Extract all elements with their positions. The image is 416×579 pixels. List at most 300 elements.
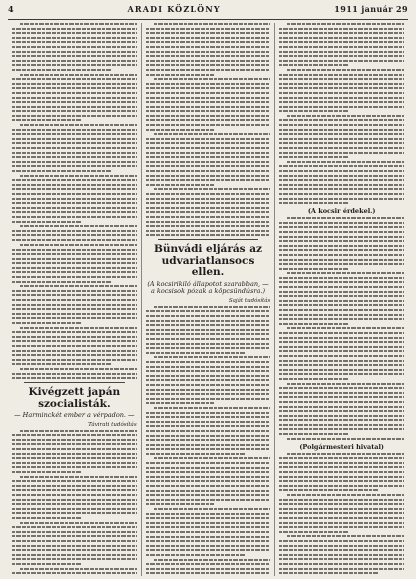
- text-line: [279, 124, 404, 126]
- text-line: [279, 28, 404, 30]
- text-line: [12, 202, 137, 204]
- text-line: [146, 156, 271, 158]
- text-line: [279, 485, 404, 487]
- text-line: [279, 165, 404, 167]
- text-line: [146, 536, 271, 538]
- text-line: [279, 457, 404, 459]
- text-line: [146, 198, 271, 200]
- text-line: [279, 337, 404, 339]
- page-number: 4: [8, 4, 14, 14]
- text-line: [279, 78, 404, 80]
- text-line: [279, 531, 348, 533]
- text-line: [146, 522, 271, 524]
- text-line: [146, 531, 271, 533]
- text-line: [12, 188, 137, 190]
- text-line: [279, 249, 404, 251]
- column-1-body-middle: [12, 244, 137, 379]
- text-line: [279, 147, 404, 149]
- text-line: [146, 97, 271, 99]
- text-line: [279, 545, 404, 547]
- text-line: [146, 193, 271, 195]
- text-line: [20, 568, 137, 570]
- text-line: [146, 184, 215, 186]
- column-3-body-bottom: [279, 453, 404, 576]
- column-3: [275, 23, 408, 576]
- text-line: [287, 69, 404, 71]
- text-line: [154, 306, 271, 308]
- text-line: [146, 490, 271, 492]
- text-line: [146, 55, 271, 57]
- text-line: [12, 230, 137, 232]
- text-line: [12, 345, 137, 347]
- text-line: [12, 110, 137, 112]
- text-line: [20, 244, 137, 246]
- column-3-body-middle: [279, 217, 404, 440]
- text-line: [12, 480, 137, 482]
- text-line: [12, 443, 137, 445]
- text-line: [279, 526, 404, 528]
- text-line: [279, 480, 404, 482]
- text-line: [12, 377, 137, 379]
- text-line: [279, 259, 404, 261]
- text-line: [12, 216, 137, 218]
- text-line: [146, 324, 271, 326]
- text-line: [279, 387, 404, 389]
- text-line: [20, 285, 137, 287]
- text-line: [12, 304, 137, 306]
- text-line: [279, 184, 404, 186]
- text-line: [12, 313, 137, 315]
- text-line: [20, 23, 137, 25]
- text-line: [146, 119, 271, 121]
- text-line: [146, 92, 271, 94]
- article-source-japan: Távirati tudósítás: [88, 421, 137, 428]
- text-line: [12, 60, 137, 62]
- text-line: [154, 188, 271, 190]
- text-line: [279, 332, 404, 334]
- masthead: ARADI KÖZLÖNY: [127, 4, 221, 14]
- text-line: [287, 161, 404, 163]
- text-line: [154, 559, 271, 561]
- text-line: [12, 294, 137, 296]
- text-line: [279, 64, 348, 66]
- text-line: [279, 240, 404, 242]
- text-line: [154, 457, 271, 459]
- text-line: [12, 115, 137, 117]
- text-line: [12, 97, 137, 99]
- text-line: [146, 485, 271, 487]
- text-line: [146, 526, 271, 528]
- text-line: [146, 430, 271, 432]
- text-line: [279, 466, 404, 468]
- text-line: [154, 356, 271, 358]
- text-line: [146, 393, 271, 395]
- text-line: [12, 55, 137, 57]
- text-line: [279, 97, 404, 99]
- column-2-body-top: [146, 23, 271, 236]
- text-line: [279, 202, 348, 204]
- text-line: [146, 170, 271, 172]
- text-line: [146, 439, 271, 441]
- text-line: [279, 309, 404, 311]
- text-line: [20, 74, 137, 76]
- text-line: [12, 198, 137, 200]
- text-line: [146, 480, 271, 482]
- text-line: [12, 28, 137, 30]
- text-line: [279, 170, 404, 172]
- text-line: [146, 416, 271, 418]
- text-line: [154, 508, 271, 510]
- text-line: [12, 558, 137, 560]
- text-line: [146, 41, 271, 43]
- text-line: [12, 267, 137, 269]
- text-line: [12, 106, 137, 108]
- column-3-body-top: [279, 23, 404, 204]
- text-line: [12, 572, 137, 574]
- article-subtitle-court: (A kocsirikiló állapotot szarabban, — a kocsisok pózak a köpcsündúsra.): [147, 279, 269, 296]
- text-line: [12, 466, 137, 468]
- text-line: [146, 142, 271, 144]
- text-line: [146, 64, 271, 66]
- text-line: [287, 217, 404, 219]
- text-line: [12, 147, 137, 149]
- text-line: [279, 392, 404, 394]
- text-line: [12, 46, 137, 48]
- text-line: [12, 308, 137, 310]
- text-line: [154, 407, 271, 409]
- text-line: [12, 221, 81, 223]
- text-line: [12, 271, 137, 273]
- text-line: [279, 277, 404, 279]
- text-line: [12, 37, 137, 39]
- text-line: [146, 230, 271, 232]
- text-line: [279, 133, 404, 135]
- text-line: [279, 476, 404, 478]
- text-line: [12, 262, 137, 264]
- text-line: [12, 331, 137, 333]
- text-line: [146, 329, 271, 331]
- text-line: [12, 64, 137, 66]
- section-divider: [24, 382, 125, 383]
- text-line: [279, 60, 404, 62]
- text-line: [279, 433, 348, 435]
- text-line: [12, 540, 137, 542]
- text-line: [12, 350, 137, 352]
- text-line: [12, 193, 137, 195]
- text-line: [146, 161, 271, 163]
- text-line: [279, 558, 404, 560]
- text-line: [146, 60, 271, 62]
- text-line: [287, 453, 404, 455]
- text-line: [20, 327, 137, 329]
- text-line: [279, 254, 404, 256]
- text-line: [279, 512, 404, 514]
- text-line: [12, 87, 137, 89]
- text-line: [12, 457, 137, 459]
- text-line: [146, 87, 271, 89]
- text-line: [146, 366, 271, 368]
- text-line: [12, 41, 137, 43]
- text-line: [12, 129, 137, 131]
- text-line: [279, 540, 404, 542]
- text-line: [12, 448, 137, 450]
- text-line: [146, 462, 271, 464]
- text-line: [12, 554, 137, 556]
- text-line: [279, 318, 404, 320]
- text-line: [279, 401, 404, 403]
- text-line: [279, 175, 404, 177]
- text-line: [12, 531, 137, 533]
- text-line: [12, 485, 137, 487]
- text-line: [279, 554, 404, 556]
- text-line: [146, 211, 271, 213]
- text-line: [146, 110, 271, 112]
- text-line: [279, 152, 404, 154]
- text-line: [287, 272, 404, 274]
- text-line: [279, 87, 404, 89]
- text-line: [146, 421, 271, 423]
- text-line: [146, 554, 246, 556]
- text-line: [279, 489, 379, 491]
- text-line: [146, 101, 271, 103]
- text-line: [20, 522, 137, 524]
- column-2: [142, 23, 276, 576]
- text-line: [146, 347, 271, 349]
- text-line: [146, 338, 271, 340]
- text-line: [279, 415, 404, 417]
- text-line: [12, 234, 137, 236]
- text-line: [279, 304, 404, 306]
- text-line: [146, 333, 271, 335]
- text-line: [12, 184, 137, 186]
- text-line: [12, 276, 137, 278]
- text-line: [146, 361, 271, 363]
- text-line: [279, 314, 404, 316]
- text-line: [279, 549, 404, 551]
- text-line: [279, 522, 404, 524]
- text-line: [12, 517, 81, 519]
- text-line: [279, 424, 404, 426]
- text-line: [279, 37, 404, 39]
- text-line: [154, 133, 271, 135]
- text-line: [279, 92, 404, 94]
- section-divider: [158, 239, 259, 240]
- text-line: [12, 508, 137, 510]
- text-line: [279, 231, 404, 233]
- text-line: [12, 317, 137, 319]
- text-line: [146, 379, 271, 381]
- text-line: [279, 323, 348, 325]
- text-line: [279, 373, 404, 375]
- text-line: [146, 129, 215, 131]
- text-line: [146, 467, 271, 469]
- text-line: [146, 568, 271, 570]
- text-line: [12, 512, 137, 514]
- text-line: [146, 343, 271, 345]
- text-line: [12, 535, 137, 537]
- text-line: [12, 336, 137, 338]
- text-line: [146, 384, 271, 386]
- text-line: [12, 156, 137, 158]
- text-columns: [8, 23, 408, 576]
- article-source-court: Saját tudósítás: [228, 297, 271, 304]
- text-line: [279, 499, 404, 501]
- text-line: [146, 389, 271, 391]
- text-line: [146, 471, 271, 473]
- text-line: [12, 179, 137, 181]
- text-line: [154, 78, 271, 80]
- text-line: [146, 28, 271, 30]
- text-line: [12, 471, 81, 473]
- text-line: [146, 398, 271, 400]
- text-line: [146, 106, 271, 108]
- text-line: [146, 375, 271, 377]
- text-line: [279, 291, 404, 293]
- text-line: [12, 119, 81, 121]
- text-line: [279, 517, 404, 519]
- text-line: [279, 341, 404, 343]
- article-subtitle-japan: — Harminckét ember a vérpadon. —: [14, 411, 135, 420]
- text-line: [279, 350, 404, 352]
- text-line: [279, 263, 404, 265]
- text-line: [279, 142, 404, 144]
- text-line: [279, 346, 404, 348]
- text-line: [279, 83, 404, 85]
- text-line: [12, 239, 137, 241]
- text-line: [279, 355, 404, 357]
- text-line: [287, 494, 404, 496]
- text-line: [12, 499, 137, 501]
- text-line: [146, 202, 271, 204]
- text-line: [287, 327, 404, 329]
- article-title-japan: Kivégzett japán szocialisták.: [28, 386, 121, 410]
- text-line: [12, 526, 137, 528]
- issue-date: 1911 január 29: [334, 4, 408, 14]
- text-line: [146, 225, 271, 227]
- text-line: [279, 101, 404, 103]
- text-line: [146, 517, 271, 519]
- article-title-court: Bünvádi eljárás az udvariatlansocs ellen.: [154, 243, 262, 279]
- text-line: [12, 249, 137, 251]
- text-line: [12, 258, 137, 260]
- text-line: [279, 74, 404, 76]
- text-line: [146, 494, 271, 496]
- text-line: [287, 383, 404, 385]
- text-line: [146, 499, 271, 501]
- text-line: [20, 476, 137, 478]
- text-line: [146, 74, 215, 76]
- text-line: [12, 322, 81, 324]
- text-line: [279, 198, 404, 200]
- text-line: [146, 207, 271, 209]
- text-line: [279, 360, 404, 362]
- text-line: [20, 175, 137, 177]
- text-line: [146, 32, 271, 34]
- text-line: [146, 402, 215, 404]
- text-line: [12, 453, 137, 455]
- column-3-inline-heading-1: (A kocsir érdekel.): [307, 207, 376, 216]
- text-line: [12, 489, 137, 491]
- text-line: [12, 545, 137, 547]
- text-line: [287, 115, 404, 117]
- text-line: [146, 165, 271, 167]
- text-line: [12, 51, 137, 53]
- text-line: [279, 396, 404, 398]
- text-line: [146, 549, 271, 551]
- text-line: [279, 32, 404, 34]
- text-line: [12, 354, 137, 356]
- text-line: [12, 563, 81, 565]
- text-line: [146, 448, 271, 450]
- column-1-body-top: [12, 23, 137, 241]
- text-line: [279, 110, 348, 112]
- text-line: [12, 373, 137, 375]
- text-line: [12, 494, 137, 496]
- text-line: [12, 434, 137, 436]
- text-line: [12, 363, 112, 365]
- text-line: [12, 462, 137, 464]
- text-line: [279, 188, 404, 190]
- text-line: [146, 425, 271, 427]
- text-line: [146, 352, 246, 354]
- text-line: [146, 435, 271, 437]
- text-line: [146, 69, 271, 71]
- text-line: [12, 253, 137, 255]
- text-line: [279, 41, 404, 43]
- text-line: [12, 138, 137, 140]
- text-line: [287, 535, 404, 537]
- column-2-body-bottom: [146, 306, 271, 576]
- text-line: [279, 364, 404, 366]
- page-header: [8, 4, 408, 20]
- text-line: [279, 129, 404, 131]
- text-line: [12, 281, 112, 283]
- text-line: [279, 410, 404, 412]
- text-line: [279, 193, 404, 195]
- text-line: [287, 438, 404, 440]
- column-1: [8, 23, 142, 576]
- text-line: [146, 453, 246, 455]
- text-line: [279, 236, 404, 238]
- text-line: [20, 430, 137, 432]
- text-line: [12, 211, 137, 213]
- text-line: [12, 32, 137, 34]
- text-line: [146, 370, 271, 372]
- text-line: [279, 471, 404, 473]
- text-line: [12, 340, 137, 342]
- text-line: [279, 51, 404, 53]
- text-line: [146, 545, 271, 547]
- text-line: [146, 444, 271, 446]
- text-line: [12, 69, 112, 71]
- text-line: [12, 78, 137, 80]
- text-line: [12, 439, 137, 441]
- text-line: [146, 320, 271, 322]
- text-line: [279, 295, 404, 297]
- text-line: [279, 428, 404, 430]
- text-line: [154, 23, 271, 25]
- text-line: [146, 179, 271, 181]
- text-line: [279, 563, 404, 565]
- text-line: [146, 216, 271, 218]
- text-line: [146, 234, 271, 236]
- text-line: [279, 281, 404, 283]
- text-line: [12, 83, 137, 85]
- text-line: [279, 378, 348, 380]
- text-line: [146, 138, 271, 140]
- text-line: [146, 503, 215, 505]
- text-line: [279, 268, 348, 270]
